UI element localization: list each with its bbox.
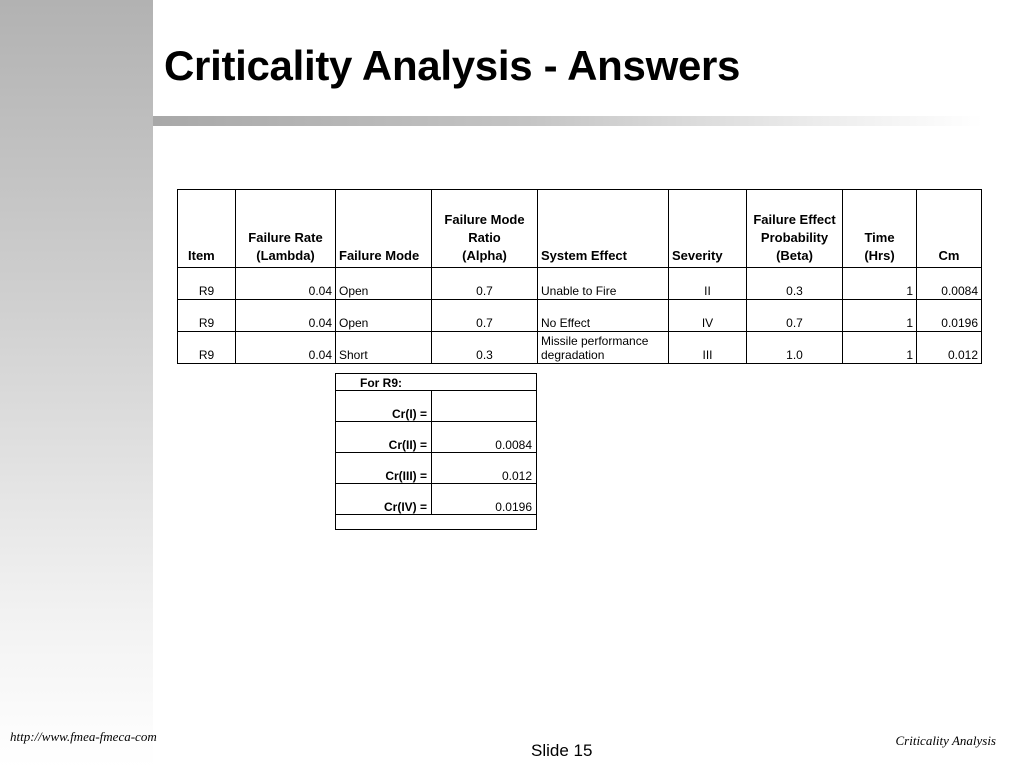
footer-topic: Criticality Analysis [895,733,996,748]
header-cell: Cm [917,190,982,268]
table-cell: IV [669,300,747,332]
summary-row [336,391,537,422]
summary-row [336,453,537,484]
summary-value: 0.012 [432,453,537,484]
table-row [178,332,982,364]
table-cell: R9 [178,268,236,300]
table-cell: III [669,332,747,364]
title-underline-bar [153,116,983,126]
table-cell: 0.04 [236,268,336,300]
table-cell: 0.04 [236,300,336,332]
criticality-table [177,189,982,364]
table-cell: 0.7 [432,268,538,300]
summary-label: Cr(III) = [336,453,432,484]
table-cell: 1 [843,300,917,332]
table-cell: 0.3 [432,332,538,364]
table-cell: Missile performance degradation [538,332,669,364]
table-cell: 0.012 [917,332,982,364]
summary-empty-row [336,515,537,530]
table-cell: 1.0 [747,332,843,364]
table-cell: Unable to Fire [538,268,669,300]
header-cell: Severity [669,190,747,268]
summary-label: Cr(I) = [336,391,432,422]
summary-row [336,422,537,453]
header-cell: Failure Rate (Lambda) [236,190,336,268]
summary-empty-cell [336,515,537,530]
header-cell: Item [178,190,236,268]
header-cell: Failure Mode [336,190,432,268]
table-cell: 0.0084 [917,268,982,300]
table-cell: Open [336,268,432,300]
table-cell: 1 [843,268,917,300]
table-cell: Open [336,300,432,332]
summary-value: 0.0084 [432,422,537,453]
summary-value [432,391,537,422]
table-cell: 0.7 [747,300,843,332]
table-cell: 0.7 [432,300,538,332]
table-cell: 1 [843,332,917,364]
slide-number: Slide 15 [531,741,593,760]
table-cell: No Effect [538,300,669,332]
footer-url: http://www.fmea-fmeca-com [10,729,157,744]
header-cell: Failure Mode Ratio (Alpha) [432,190,538,268]
table-row [178,268,982,300]
header-cell: Time (Hrs) [843,190,917,268]
table-cell: 0.0196 [917,300,982,332]
table-cell: II [669,268,747,300]
header-cell: System Effect [538,190,669,268]
table-cell: 0.3 [747,268,843,300]
sidebar-gradient [0,0,153,768]
summary-value: 0.0196 [432,484,537,515]
table-row [178,300,982,332]
header-cell: Failure Effect Probability (Beta) [747,190,843,268]
table-cell: 0.04 [236,332,336,364]
table-cell: R9 [178,332,236,364]
table-cell: R9 [178,300,236,332]
summary-header-row [336,374,537,391]
slide-title: Criticality Analysis - Answers [164,42,741,89]
header-row [178,190,982,268]
summary-row [336,484,537,515]
summary-header: For R9: [336,374,537,391]
table-cell: Short [336,332,432,364]
summary-table [335,373,537,530]
summary-label: Cr(II) = [336,422,432,453]
summary-label: Cr(IV) = [336,484,432,515]
